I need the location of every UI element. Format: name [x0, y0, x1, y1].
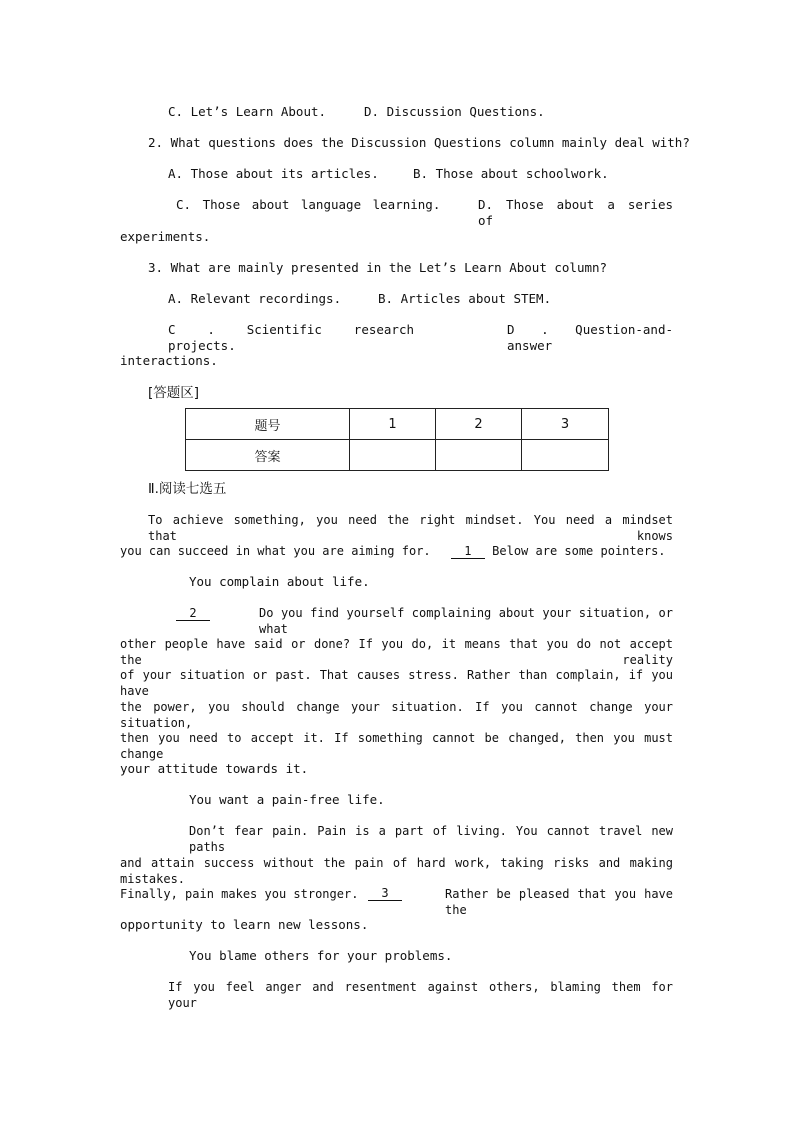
q2-option-b: B. Those about schoolwork. [413, 166, 609, 181]
paragraph-2-line-1-text: Do you find yourself complaining about your situation, or what [259, 606, 673, 636]
question-number-3: 3 [522, 409, 609, 440]
heading-2: You want a pain-free life. [189, 792, 385, 807]
answer-cell-2[interactable] [436, 440, 522, 471]
q2-option-d-continued: experiments. [120, 229, 211, 244]
paragraph-3-line-2: and attain success without the pain of hard work, taking risks and making mistakes. [120, 856, 673, 886]
paragraph-3-line-1: Don’t fear pain. Pain is a part of living. You cannot travel new paths [189, 824, 673, 854]
paragraph-2-line-2: other people have said or done? If you do, it means that you do not accept the reality [120, 637, 673, 667]
paragraph-3-line-3 [120, 886, 673, 917]
q3-option-c: C . Scientific research projects. [168, 322, 414, 353]
paragraph-1-line-2-tail: Below are some pointers. [492, 544, 666, 558]
paragraph-1-line-1: To achieve something, you need the right mindset. You need a mindset that knows [148, 513, 673, 543]
heading-1: You complain about life. [189, 574, 370, 589]
q1-option-d: D. Discussion Questions. [364, 104, 545, 119]
answer-cell-1[interactable] [350, 440, 436, 471]
blank-1[interactable]: 1 [451, 544, 485, 559]
blank-3[interactable]: 3 [368, 886, 402, 901]
paragraph-2-line-1 [176, 605, 673, 636]
q2-option-a: A. Those about its articles. [168, 166, 379, 181]
answer-table-header-row [186, 409, 609, 440]
question-3: 3. What are mainly presented in the Let’s Learn About column? [148, 260, 608, 275]
answer-table [185, 408, 609, 471]
q2-option-c: C. Those about language learning. [176, 197, 441, 212]
q1-option-c: C. Let’s Learn About. [168, 104, 327, 119]
blank-2[interactable]: 2 [176, 606, 210, 621]
paragraph-1-line-2-text: you can succeed in what you are aiming for. [120, 544, 431, 558]
paragraph-2-line-5: then you need to accept it. If something cannot be changed, then you must change [120, 731, 673, 761]
question-number-1: 1 [350, 409, 436, 440]
paragraph-1-line-2 [120, 543, 666, 559]
paragraph-2-line-6: your attitude towards it. [120, 761, 309, 776]
q2-option-d: D. Those about a series of [478, 197, 673, 228]
heading-3: You blame others for your problems. [189, 948, 453, 963]
answer-area-label: [答题区] [148, 385, 200, 401]
q3-option-d: D . Question-and-answer [507, 322, 673, 353]
question-2: 2. What questions does the Discussion Questions column mainly deal with? [148, 135, 690, 150]
paragraph-3-line-4: opportunity to learn new lessons. [120, 917, 369, 932]
paragraph-2-line-3: of your situation or past. That causes stress. Rather than complain, if you have [120, 668, 673, 698]
paragraph-4-line-1: If you feel anger and resentment against others, blaming them for your [168, 980, 673, 1010]
question-number-label: 题号 [186, 409, 350, 440]
paragraph-3-line-3-text: Finally, pain makes you stronger. [120, 887, 359, 901]
answer-label: 答案 [186, 440, 350, 471]
paragraph-3-line-3-tail: Rather be pleased that you have the [445, 887, 673, 917]
q3-option-a: A. Relevant recordings. [168, 291, 342, 306]
question-number-2: 2 [436, 409, 522, 440]
q3-option-d-continued: interactions. [120, 353, 218, 368]
answer-cell-3[interactable] [522, 440, 609, 471]
paragraph-2-line-4: the power, you should change your situation. If you cannot change your situation, [120, 700, 673, 730]
answer-table-answer-row [186, 440, 609, 471]
q3-option-b: B. Articles about STEM. [378, 291, 552, 306]
section-title: Ⅱ.阅读七选五 [148, 481, 227, 497]
